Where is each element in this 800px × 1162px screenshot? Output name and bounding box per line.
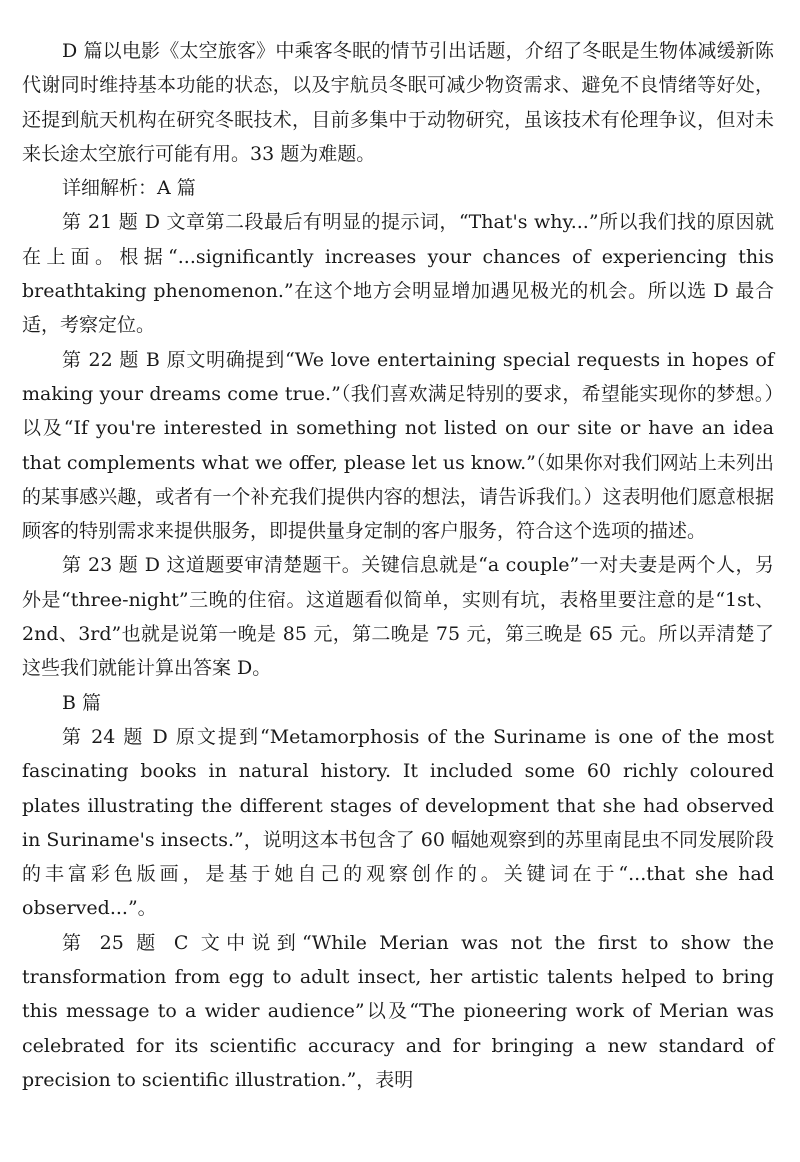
- paragraph-question-25: 第 25 题 C 文中说到“While Merian was not the first to show the transformation from egg to adult insect, her artistic talents helped to bring this message to a wider audience”以及“The pioneering work of Merian was celebrated for its scientific accuracy and for bringing a new standard of precision to scientific illustration.”，表明: [22, 931, 774, 1091]
- paragraph-question-22: 第 22 题 B 原文明确提到“We love entertaining special requests in hopes of making your dreams come true.”（我们喜欢满足特别的要求，希望能实现你的梦想。）以及“If you're interested in something not listed on our site or have an idea that complements what we offer, please let us know.”（如果你对我们网站上未列出的某事感兴趣，或者有一个补充我们提供内容的想法，请告诉我们。）这表明他们愿意根据顾客的特别需求来提供服务，即提供量身定制的客户服务，符合这个选项的描述。: [22, 348, 774, 543]
- section-heading-detailed-analysis: 详细解析：A 篇: [62, 177, 196, 200]
- document-body: [22, 34, 774, 1097]
- paragraph-question-24: 第 24 题 D 原文提到“Metamorphosis of the Suriname is one of the most fascinating books in natural history. It included some 60 richly coloured plates illustrating the different stages of development that she had observed in Suriname's insects.”，说明这本书包含了 60 幅她观察到的苏里南昆虫不同发展阶段的丰富彩色版画，是基于她自己的观察创作的。关键词在于“...that she had observed...”。: [22, 725, 774, 920]
- paragraph-question-23: 第 23 题 D 这道题要审清楚题干。关键信息就是“a couple”一对夫妻是两个人，另外是“three-night”三晚的住宿。这道题看似简单，实则有坑，表格里要注意的是“1st、2nd、3rd”也就是说第一晚是 85 元，第二晚是 75 元，第三晚是 65 元。所以弄清楚了这些我们就能计算出答案 D。: [22, 554, 774, 680]
- paragraph-passage-d-summary: D 篇以电影《太空旅客》中乘客冬眠的情节引出话题，介绍了冬眠是生物体减缓新陈代谢同时维持基本功能的状态，以及宇航员冬眠可减少物资需求、避免不良情绪等好处，还提到航天机构在研究冬眠技术，目前多集中于动物研究，虽该技术有伦理争议，但对未来长途太空旅行可能有用。33 题为难题。: [22, 40, 774, 165]
- paragraph-question-21: 第 21 题 D 文章第二段最后有明显的提示词，“That's why...”所以我们找的原因就在上面。根据“...significantly increases your chances of experiencing this breathtaking phenomenon.”在这个地方会明显增加遇见极光的机会。所以选 D 最合适，考察定位。: [22, 211, 774, 337]
- section-heading-passage-b: B 篇: [62, 691, 102, 714]
